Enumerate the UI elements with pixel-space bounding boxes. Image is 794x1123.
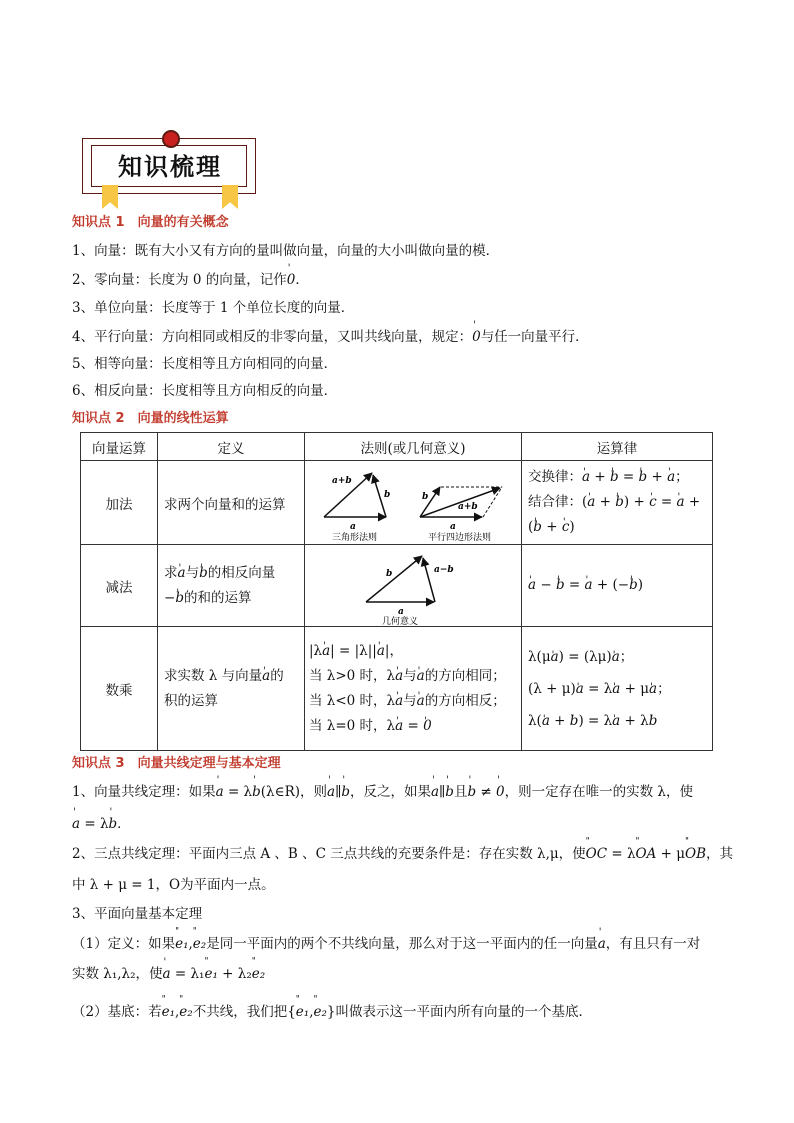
p1-text-5: ，则一定存在唯一的实数 λ，使 [504,784,693,800]
fig-label-geometric: 几何意义 [382,616,419,626]
law-commutative: 交换律：' a + ' b = ' b + ' a； [528,465,712,490]
p2-text-2: ，其 [706,846,734,862]
rule-subtraction-figure [305,545,522,627]
ribbon-right-icon [222,185,238,209]
sec1-item-2-text: 2、零向量：长度为 0 的向量，记作 [72,272,287,288]
section-1-heading: 知识点 1 向量的有关概念 [72,215,229,230]
sec1-item-5: 5、相等向量：长度相等且方向相同的向量． [72,356,338,372]
red-dot-icon [162,130,180,148]
sec3-para-2-cont: 中 λ + μ = 1，O为平面内一点。 [72,877,275,893]
label-a-minus-b: a−b [434,564,454,575]
law-commutative-label: 交换律： [528,469,582,485]
header-rule: 法则(或几何意义) [305,433,522,461]
def-sub-text-2: 与 [185,564,200,581]
rule-lambda-zero: 当 λ=0 时， [309,717,387,734]
def-sub-text-4: 的和的运算 [183,589,252,606]
p1-text-2: ，则 [300,784,328,800]
sec1-item-3: 3、单位向量：长度等于 1 个单位长度的向量． [72,300,355,316]
header-definition: 定义 [158,433,305,461]
sec3-para-3: 3、平面向量基本定理 [72,906,203,922]
label-a: a [350,521,356,532]
p2-text-1: 2、三点共线定理：平面内三点 A 、B 、C 三点共线的充要条件是：存在实数 λ,μ，使 [72,846,586,862]
header-laws: 运算律 [522,433,713,461]
p5-text-1: 实数 λ₁,λ₂，使 [72,966,163,982]
law-associative: 结合律：(' a + ' b) + ' c = ' a + (' b + ' c) [528,490,712,540]
laws-subtraction: ' a − ' b = ' a + (−' b) [522,545,713,627]
def-addition: 求两个向量和的运算 [158,461,305,545]
rule-same-direction: 的方向相同； [424,667,506,684]
laws-scalar-multiplication: λ(μ' a) = (λμ)' a； (λ + μ)' a = λ' a + μ' a； λ(' a + ' b) = λ' a + λ' b [522,627,713,751]
op-scalar-multiplication: 数乘 [81,627,158,751]
table-row [81,627,713,751]
sec3-para-5: 实数 λ₁,λ₂，使' a = λ₁'' e₁ + λ₂'' e₂ [72,962,265,982]
laws-addition [522,461,713,545]
p6-text-3: 叫做表示这一平面内所有向量的一个基底． [335,1004,592,1020]
sec3-para-1: 1、向量共线定理：如果' a = λ' b(λ∈R)，则' a∥' b，反之，如果' a∥' b且' b ≠ ' 0，则一定存在唯一的实数 λ，使 [72,780,693,800]
def-mul-text-1: 求实数 λ 与向量 [164,667,263,684]
label-a: a [398,606,404,617]
p6-text-1: （2）基底：若 [72,1004,162,1020]
ribbon-left-icon [102,185,118,209]
label-b: b [386,568,393,579]
label-b: b [384,489,391,500]
table-row [81,461,713,545]
def-subtraction: 求' a与' b的相反向量 −' b的和的运算 [158,545,305,627]
sec1-item-4-tail: 与任一向量平行． [480,329,589,345]
section-2-heading: 知识点 2 向量的线性运算 [72,411,229,426]
p4-text-2: 是同一平面内的两个不共线向量，那么对于这一平面内的任一向量 [206,936,598,952]
sec3-para-1-cont: ' a = λ' b． [72,812,131,832]
def-mul-text-3: 积的运算 [164,692,218,709]
label-b: b [422,491,429,502]
vector-b-line [366,556,422,602]
zero-vector: ' 0 [287,272,296,288]
fig-label-parallelogram: 平行四边形法则 [428,532,492,543]
def-mul-text-2: 的 [270,667,284,684]
section-3-heading: 知识点 3 向量共线定理与基本定理 [72,756,281,771]
section-banner [82,130,258,196]
rule-addition-figures [305,461,522,545]
sec1-item-2: 2、零向量：长度为 0 的向量，记作' 0． [72,268,309,288]
header-operation: 向量运算 [81,433,158,461]
zero-vector: ' 0 [472,329,481,345]
p1-text-1: 1、向量共线定理：如果 [72,784,216,800]
def-sub-text-1: 求 [164,564,178,581]
table-row [81,545,713,627]
sec1-item-6: 6、相反向量：长度相等且方向相反的向量． [72,383,338,399]
sec1-item-4 [72,325,589,345]
fig-label-triangle: 三角形法则 [332,532,378,543]
sec1-item-4-text: 4、平行向量：方向相同或相反的非零向量，又叫共线向量，规定： [72,329,473,345]
op-addition: 加法 [81,461,158,545]
sec1-item-1: 1、向量：既有大小又有方向的量叫做向量，向量的大小叫做向量的模． [72,243,500,259]
rule-scalar-multiplication: |λ' a| = |λ||' a|， 当 λ>0 时，λ' a与' a的方向相同； 当 λ<0 时，λ' a与' a的方向相反； 当 λ=0 时，λ' a = ' 0 [305,627,522,751]
p4-text-1: （1）定义：如果 [72,936,176,952]
rule-opposite-direction: 的方向相反； [424,692,506,709]
subtraction-figure-svg [310,546,516,626]
rule-lambda-negative: 当 λ<0 时， [309,692,387,709]
def-sub-text-3: 的相反向量 [207,564,276,581]
law-associative-label: 结合律： [528,494,582,510]
addition-figures-svg [310,463,516,543]
table-header-row [81,433,713,461]
linear-operations-table [80,432,713,751]
op-subtraction: 减法 [81,545,158,627]
p4-text-3: ，有且只有一对 [605,936,701,952]
label-a-plus-b: a+b [458,501,478,512]
def-scalar-multiplication: 求实数 λ 与向量' a的 积的运算 [158,627,305,751]
sec3-para-2: 2、三点共线定理：平面内三点 A 、B 、C 三点共线的充要条件是：存在实数 λ,μ，使'' OC = λ'' OA + μ'' OB，其 [72,842,733,862]
label-a-plus-b: a+b [332,475,352,486]
sec3-para-4: （1）定义：如果'' e₁,'' e₂是同一平面内的两个不共线向量，那么对于这一平面内的任一向量' a，有且只有一对 [72,932,700,952]
rule-lambda-positive: 当 λ>0 时， [309,667,387,684]
sec3-para-6: （2）基底：若'' e₁,'' e₂不共线，我们把{'' e₁,'' e₂}叫做表示这一平面内所有向量的一个基底． [72,1000,592,1020]
p1-text-3: ，反之，如果 [349,784,431,800]
p6-text-2: 不共线，我们把 [192,1004,288,1020]
p1-text-4: 且 [453,784,468,800]
label-a: a [450,521,456,532]
banner-title: 知识梳理 [118,153,222,181]
